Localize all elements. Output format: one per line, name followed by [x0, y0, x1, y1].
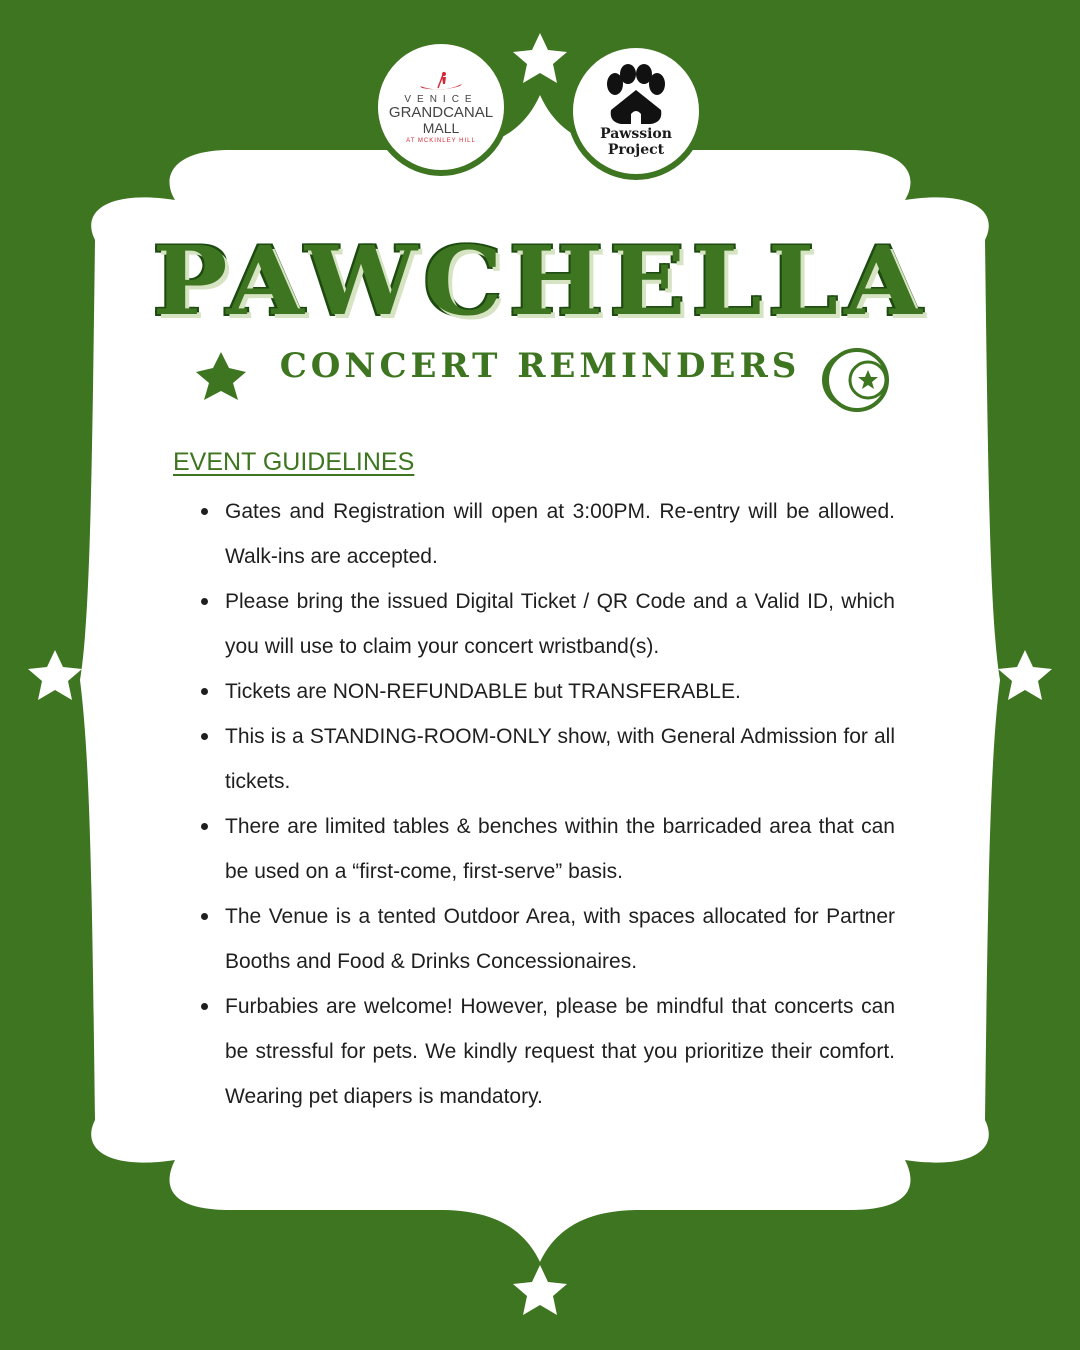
gondola-icon — [418, 70, 464, 92]
page-subtitle: CONCERT REMINDERS — [279, 346, 801, 386]
logo-mall-text: MALL — [422, 120, 460, 136]
section-title: EVENT GUIDELINES — [173, 448, 415, 476]
star-icon — [998, 650, 1052, 700]
star-icon — [513, 1265, 567, 1315]
guidelines-list — [225, 489, 895, 1119]
list-item: The Venue is a tented Outdoor Area, with spaces allocated for Partner Booths and Food & Drinks Concessionaires. — [225, 894, 895, 984]
logo-project-text: Project — [607, 142, 665, 158]
list-item: Gates and Registration will open at 3:00PM. Re-entry will be allowed. Walk-ins are accepted. — [225, 489, 895, 579]
star-icon — [513, 33, 567, 83]
grand-canal-mall-logo — [372, 38, 510, 176]
star-icon — [28, 650, 82, 700]
list-item: This is a STANDING-ROOM-ONLY show, with General Admission for all tickets. — [225, 714, 895, 804]
pawssion-project-logo — [567, 42, 705, 180]
logo-hill-text: AT MCKINLEY HILL — [406, 138, 476, 144]
logo-grandcanal-text: GRANDCANAL — [388, 104, 494, 121]
logo-venice-text: VENICE — [404, 94, 478, 105]
list-item: There are limited tables & benches within the barricaded area that can be used on a “first-come, first-serve” basis. — [225, 804, 895, 894]
list-item: Please bring the issued Digital Ticket / QR Code and a Valid ID, which you will use to claim your concert wristband(s). — [225, 579, 895, 669]
page-title: PAWCHELLA — [152, 224, 928, 338]
list-item: Furbabies are welcome! However, please be mindful that concerts can be stressful for pets. We kindly request that you prioritize their comfort. Wearing pet diapers is mandatory. — [225, 984, 895, 1119]
logo-pawssion-text: Pawssion — [600, 126, 672, 142]
paw-house-icon — [601, 64, 671, 126]
list-item: Tickets are NON-REFUNDABLE but TRANSFERABLE. — [225, 669, 895, 714]
